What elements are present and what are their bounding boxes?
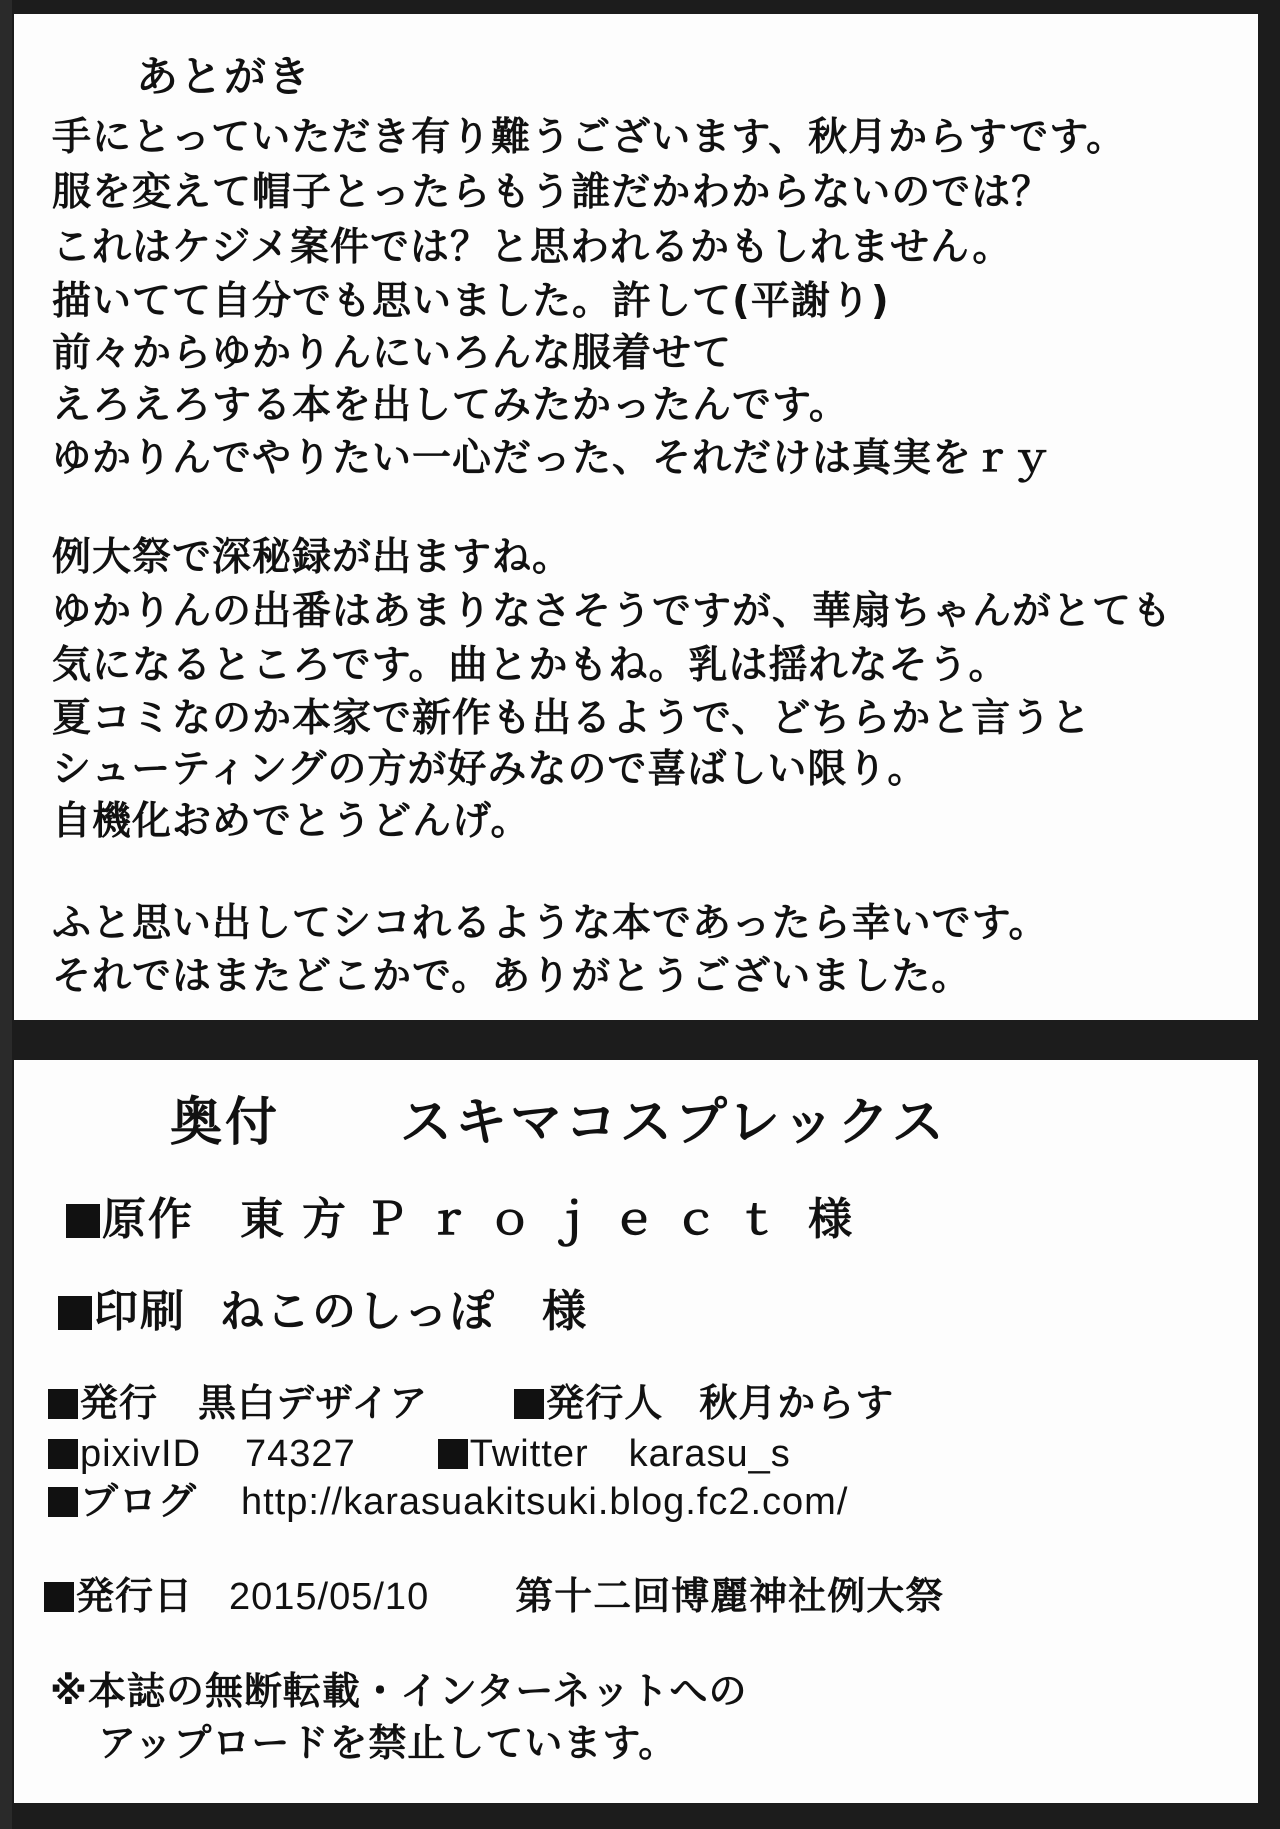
pixiv-row [48,1434,791,1473]
bullet-square-icon [48,1439,78,1469]
afterword-line: それではまたどこかで。ありがとうございました。 [52,954,972,999]
afterword-line: これはケジメ案件では？と思われるかもしれません。 [52,225,1013,270]
issue-date-label: 発行日 [76,1574,194,1618]
page-edge-shadow [0,0,12,1829]
pixiv-label: pixivID [80,1433,202,1475]
afterword-heading: あとがき [136,52,313,101]
afterword-line: ふと思い出してシコれるような本であったら幸いです。 [52,901,1049,946]
circle-name: 黒白デザイア [198,1381,429,1425]
bullet-square-icon [48,1487,78,1517]
afterword-line: シューティングの方が好みなので喜ばしい限り。 [52,747,928,792]
twitter-handle: karasu_s [628,1433,791,1475]
bullet-square-icon [58,1296,92,1330]
issue-date-row [44,1574,945,1618]
pixiv-id: 74327 [245,1433,356,1475]
afterword-line: 前々からゆかりんにいろんな服着せて [52,331,733,376]
original-work-row [66,1194,854,1245]
bullet-square-icon [44,1582,74,1612]
afterword-line: 手にとっていただき有り難うございます、秋月からすです。 [52,115,1127,160]
bullet-square-icon [48,1389,78,1419]
colophon-label: 奥付 [170,1093,281,1153]
notice-line: ※本誌の無断転載・インターネットへの [50,1669,748,1713]
bullet-square-icon [514,1389,544,1419]
publisher-label: 発行 [80,1381,159,1425]
issue-date: 2015/05/10 [229,1576,430,1618]
afterword-line: ゆかりんでやりたい一心だった、それだけは真実をｒｙ [52,436,1053,481]
notice-line: アップロードを禁止しています。 [98,1721,678,1765]
afterword-line: 夏コミなのか本家で新作も出るようで、どちらかと言うと [52,696,1092,741]
honorific: 様 [808,1194,854,1245]
blog-label: ブログ [80,1479,198,1523]
afterword-line: 自機化おめでとうどんげ。 [52,799,531,844]
printer-row [58,1286,588,1337]
blog-row [48,1479,849,1523]
original-label: 原作 [102,1194,194,1245]
afterword-line: 描いてて自分でも思いました。許して(平謝り) [52,279,890,324]
original-value: 東方Ｐｒｏｊｅｃｔ [240,1194,798,1245]
printer-label: 印刷 [94,1286,186,1337]
afterword-line: ゆかりんの出番はあまりなさそうですが、華扇ちゃんがとても [52,589,1173,634]
issuer-name: 秋月からす [699,1381,895,1425]
colophon-title-row [170,1080,947,1155]
colophon-panel [14,1060,1258,1803]
afterword-line: 服を変えて帽子とったらもう誰だかわからないのでは？ [52,170,1052,215]
event-name: 第十二回博麗神社例大祭 [515,1574,945,1618]
blog-url: http://karasuakitsuki.blog.fc2.com/ [241,1481,849,1523]
afterword-line: 気になるところです。曲とかもね。乳は揺れなそう。 [52,643,1009,688]
publisher-row [48,1381,895,1425]
afterword-line: えろえろする本を出してみたかったんです。 [52,383,849,428]
afterword-line: 例大祭で深秘録が出ますね。 [52,535,573,580]
book-title: スキマコスプレックス [400,1093,947,1153]
honorific: 様 [542,1286,588,1337]
afterword-panel [14,14,1258,1020]
printer-value: ねこのしっぽ [220,1286,496,1337]
bullet-square-icon [438,1439,468,1469]
issuer-label: 発行人 [546,1381,664,1425]
bullet-square-icon [66,1204,100,1238]
twitter-label: Twitter [469,1433,589,1475]
